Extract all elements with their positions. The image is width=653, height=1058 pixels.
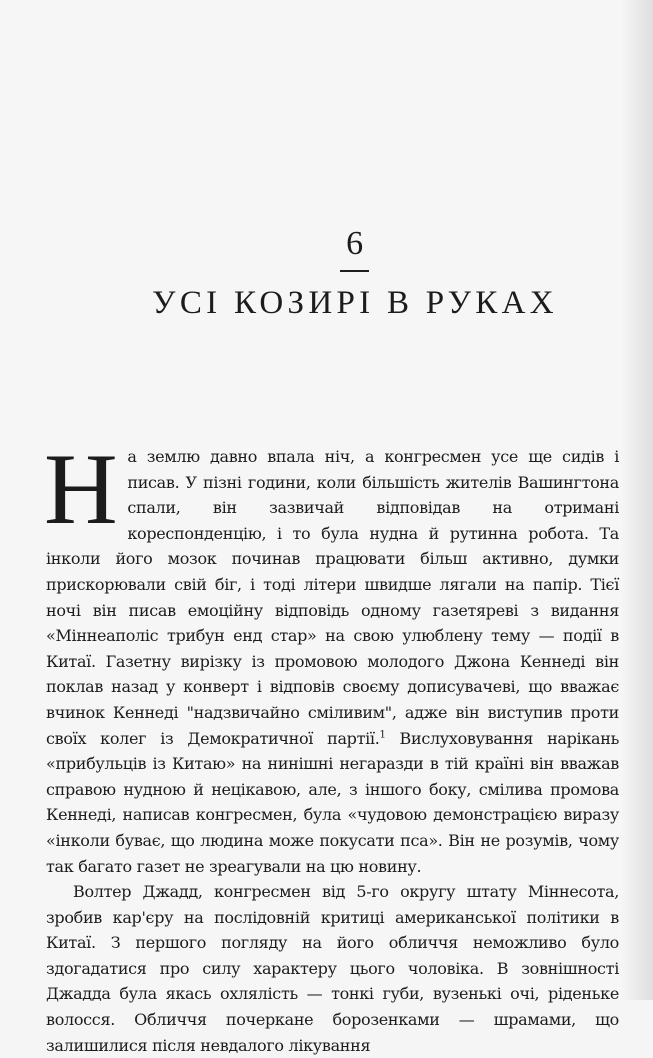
- chapter-body: [44, 433, 619, 1058]
- paragraph-2: Волтер Джадд, конгресмен від 5-го округу штату Міннесота, зробив кар'єру на послідовній критиці американської політики в Китаї. З першого погляду на його обличчя неможливо було здогадатися про силу характеру цього чоловіка. В зовнішності Джадда була якась охлялість — тонкі губи, вузенькі очі, рідeньке волосся. Обличчя почеркане борозенками — шрамами, що залишилися після невдалого лікування: [46, 882, 619, 1055]
- chapter-title: УСІ КОЗИРІ В РУКАХ: [152, 285, 558, 321]
- chapter-divider: [340, 270, 369, 272]
- paragraph-1-continuation: Вислуховування нарікань «прибульців із Китаю» на нинішні негаразди в тій країні він вважав справою нудною й нецікавою, але, з іншого боку, смілива промова Кеннеді, написав конгресмен, була «чудовою демонстрацією виразу «інколи буває, що людина може покусати пса». Він не розумів, чому так багато газет не зреагували на цю новину.: [46, 728, 619, 876]
- drop-cap: Н: [44, 433, 118, 546]
- chapter-number: 6: [346, 225, 364, 262]
- paragraph-1: [44, 433, 619, 879]
- footnote-reference: 1: [379, 729, 386, 741]
- page-edge-shadow: [621, 0, 653, 1000]
- paragraph-1-text: а землю давно впала ніч, а конгресмен усе ще сидів і писав. У пізні години, коли більшість жителів Вашингтона спали, він зазвичай відповідав на отримані кореспонденцію, і то була нудна й рутинна робота. Та інколи його мозок починав працювати більш активно, думки прискорювали свій біг, і тоді літери швидше лягали на папір. Тієї ночі він писав емоційну відповідь одному газетяреві з видання «Міннеаполіс трибун енд стар» на свою улюблену тему — події в Китаї. Газетну вирізку із промовою молодого Джона Кеннеді він поклав назад у конверт і відповів своєму дописувачеві, що вважає вчинок Кеннеді "надзвичайно сміливим", адже він виступив проти своїх колег із Демократичної партії.: [46, 447, 619, 748]
